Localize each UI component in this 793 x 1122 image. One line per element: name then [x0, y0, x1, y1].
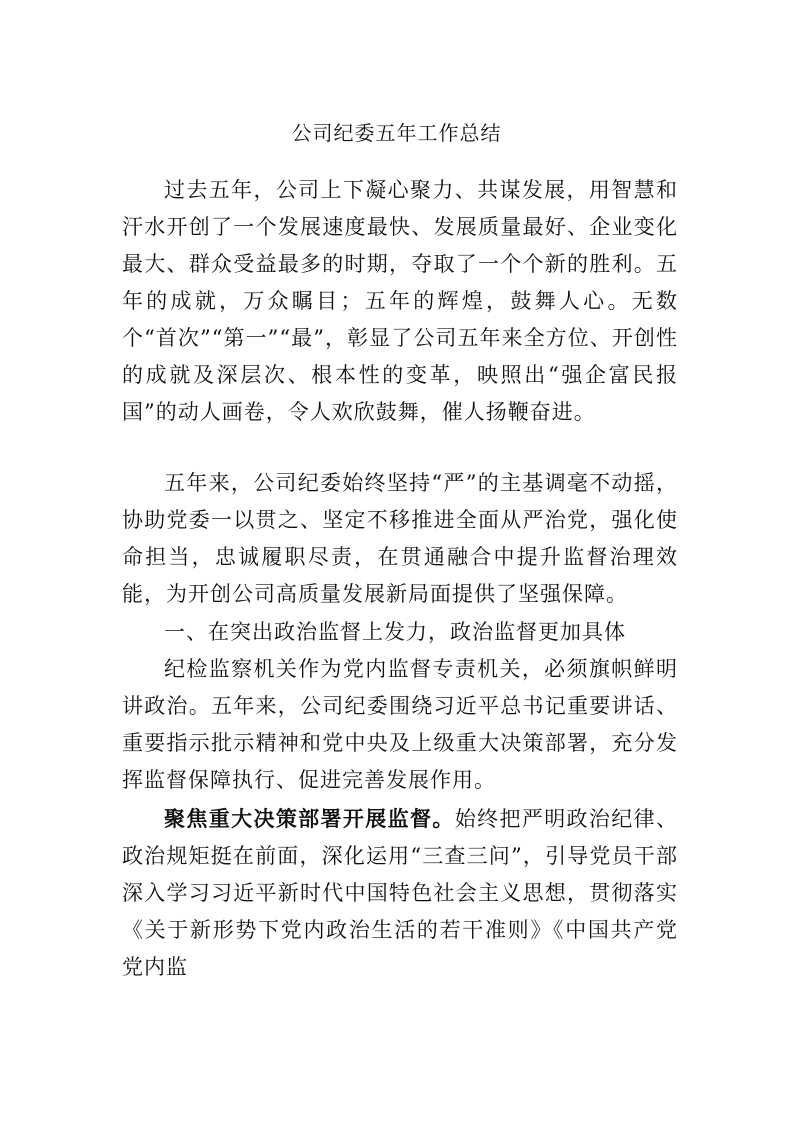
section-heading-1: 一、在突出政治监督上发力，政治监督更加具体 — [164, 620, 626, 644]
paragraph-lead-text: 聚焦重大决策部署开展监督。 — [164, 806, 455, 831]
paragraph-political-supervision: 纪检监察机关作为党内监督专责机关，必须旗帜鲜明讲政治。五年来，公司纪委围绕习近平总书记重要讲话、重要指示批示精神和党中央及上级重大决策部署，充分发挥监督保障执行、促进完善发展作用。 — [122, 657, 678, 792]
document-title: 公司纪委五年工作总结 — [291, 121, 502, 145]
paragraph-decision-supervision — [122, 800, 678, 986]
paragraph-body-text: 始终把严明政治纪律、政治规矩挺在前面，深化运用“三查三问”，引导党员干部深入学习习近平新时代中国特色社会主义思想，贯彻落实《关于新形势下党内政治生活的若干准则》《中国共产党党内监 — [122, 807, 679, 979]
paragraph-overview: 五年来，公司纪委始终坚持“严”的主基调毫不动摇，协助党委一以贯之、坚定不移推进全面从严治党，强化使命担当，忠诚履职尽责，在贯通融合中提升监督治理效能，为开创公司高质量发展新局面提供了坚强保障。 — [122, 471, 678, 606]
paragraph-intro: 过去五年，公司上下凝心聚力、共谋发展，用智慧和汗水开创了一个发展速度最快、发展质量最好、企业变化最大、群众受益最多的时期，夺取了一个个新的胜利。五年的成就，万众瞩目；五年的辉煌，鼓舞人心。无数个“首次”“第一”“最”，彰显了公司五年来全方位、开创性的成就及深层次、根本性的变革，映照出“强企富民报国”的动人画卷，令人欢欣鼓舞，催人扬鞭奋进。 — [122, 178, 678, 424]
